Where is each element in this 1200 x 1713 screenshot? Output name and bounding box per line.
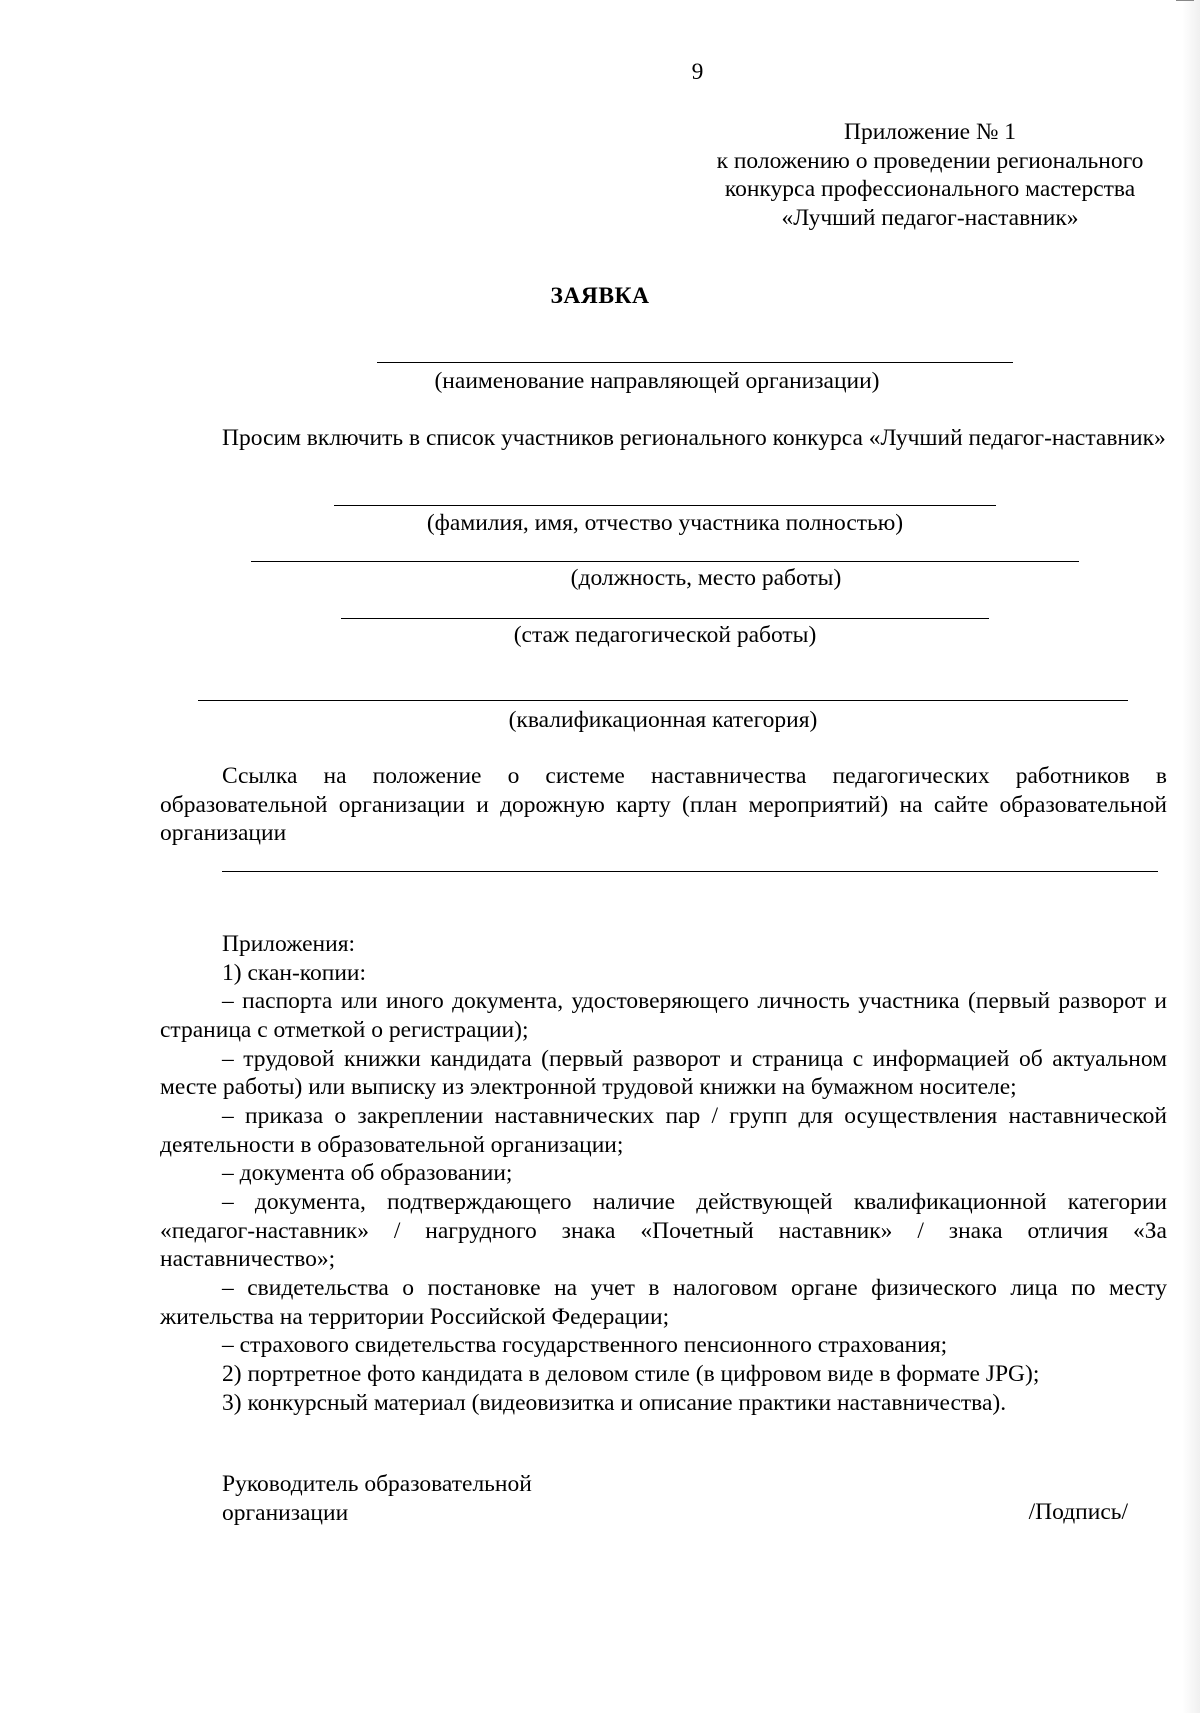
- attachment-item-2: 2) портретное фото кандидата в деловом стиле (в цифровом виде в формате JPG);: [222, 1360, 1040, 1387]
- attachments-heading: Приложения:: [222, 931, 356, 957]
- position-caption: (должность, место работы): [570, 565, 842, 591]
- appendix-line-3: конкурса профессионального мастерства: [724, 176, 1136, 203]
- attachments-block: [160, 930, 1167, 1417]
- scan-edge-mark: [1176, 0, 1194, 5]
- signature-role-line-2: организации: [222, 1499, 349, 1526]
- document-title: ЗАЯВКА: [550, 283, 650, 309]
- attachment-subitem: – паспорта или иного документа, удостоверяющего личность участника (первый разворот и страница с отметкой о регистрации);: [160, 988, 1167, 1043]
- appendix-header: [680, 118, 1180, 233]
- attachment-subitem: – свидетельства о постановке на учет в налоговом органе физического лица по месту жительства на территории Российской Федерации;: [160, 1274, 1167, 1330]
- signature-role-line-1: Руководитель образовательной: [222, 1471, 532, 1497]
- page-number: 9: [691, 59, 704, 85]
- link-paragraph: Ссылка на положение о системе наставничества педагогических работников в образовательной организации и дорожную карту (план мероприятий) на сайте образовательной организации: [160, 763, 1167, 847]
- org-name-line[interactable]: [377, 362, 1013, 363]
- experience-caption: (стаж педагогической работы): [513, 622, 817, 648]
- category-line[interactable]: [198, 700, 1128, 701]
- org-name-caption: (наименование направляющей организации): [434, 368, 880, 394]
- appendix-line-1: Приложение № 1: [843, 119, 1017, 145]
- fio-line[interactable]: [334, 505, 996, 506]
- attachment-subitem: – документа, подтверждающего наличие действующей квалификационной категории «педагог-наставник» / нагрудного знака «Почетный наставник» / знака отличия «За наставничество»;: [160, 1188, 1167, 1273]
- link-line[interactable]: [222, 871, 1158, 872]
- scan-edge-shadow: [1182, 0, 1200, 1713]
- attachment-subitem: – трудовой книжки кандидата (первый разворот и страница с информацией об актуальном месте работы) или выписку из электронной трудовой книжки на бумажном носителе;: [160, 1045, 1167, 1101]
- request-paragraph: Просим включить в список участников регионального конкурса «Лучший педагог-наставник»: [222, 425, 1166, 451]
- appendix-line-2: к положению о проведении регионального: [716, 147, 1144, 174]
- attachment-item-1: 1) скан-копии:: [222, 959, 367, 986]
- attachment-item-3: 3) конкурсный материал (видеовизитка и описание практики наставничества).: [222, 1389, 1007, 1416]
- position-line[interactable]: [251, 561, 1079, 562]
- signature-placeholder: /Подпись/: [1028, 1499, 1128, 1525]
- experience-line[interactable]: [341, 618, 989, 619]
- attachment-subitem: – страхового свидетельства государственного пенсионного страхования;: [222, 1332, 948, 1359]
- fio-caption: (фамилия, имя, отчество участника полностью): [426, 510, 904, 536]
- attachment-subitem: – приказа о закреплении наставнических пар / групп для осуществления наставнической деятельности в образовательной организации;: [160, 1102, 1167, 1158]
- signature-role: [222, 1470, 642, 1527]
- category-caption: (квалификационная категория): [508, 707, 818, 733]
- attachment-subitem: – документа об образовании;: [222, 1160, 513, 1187]
- appendix-line-4: «Лучший педагог-наставник»: [781, 204, 1079, 231]
